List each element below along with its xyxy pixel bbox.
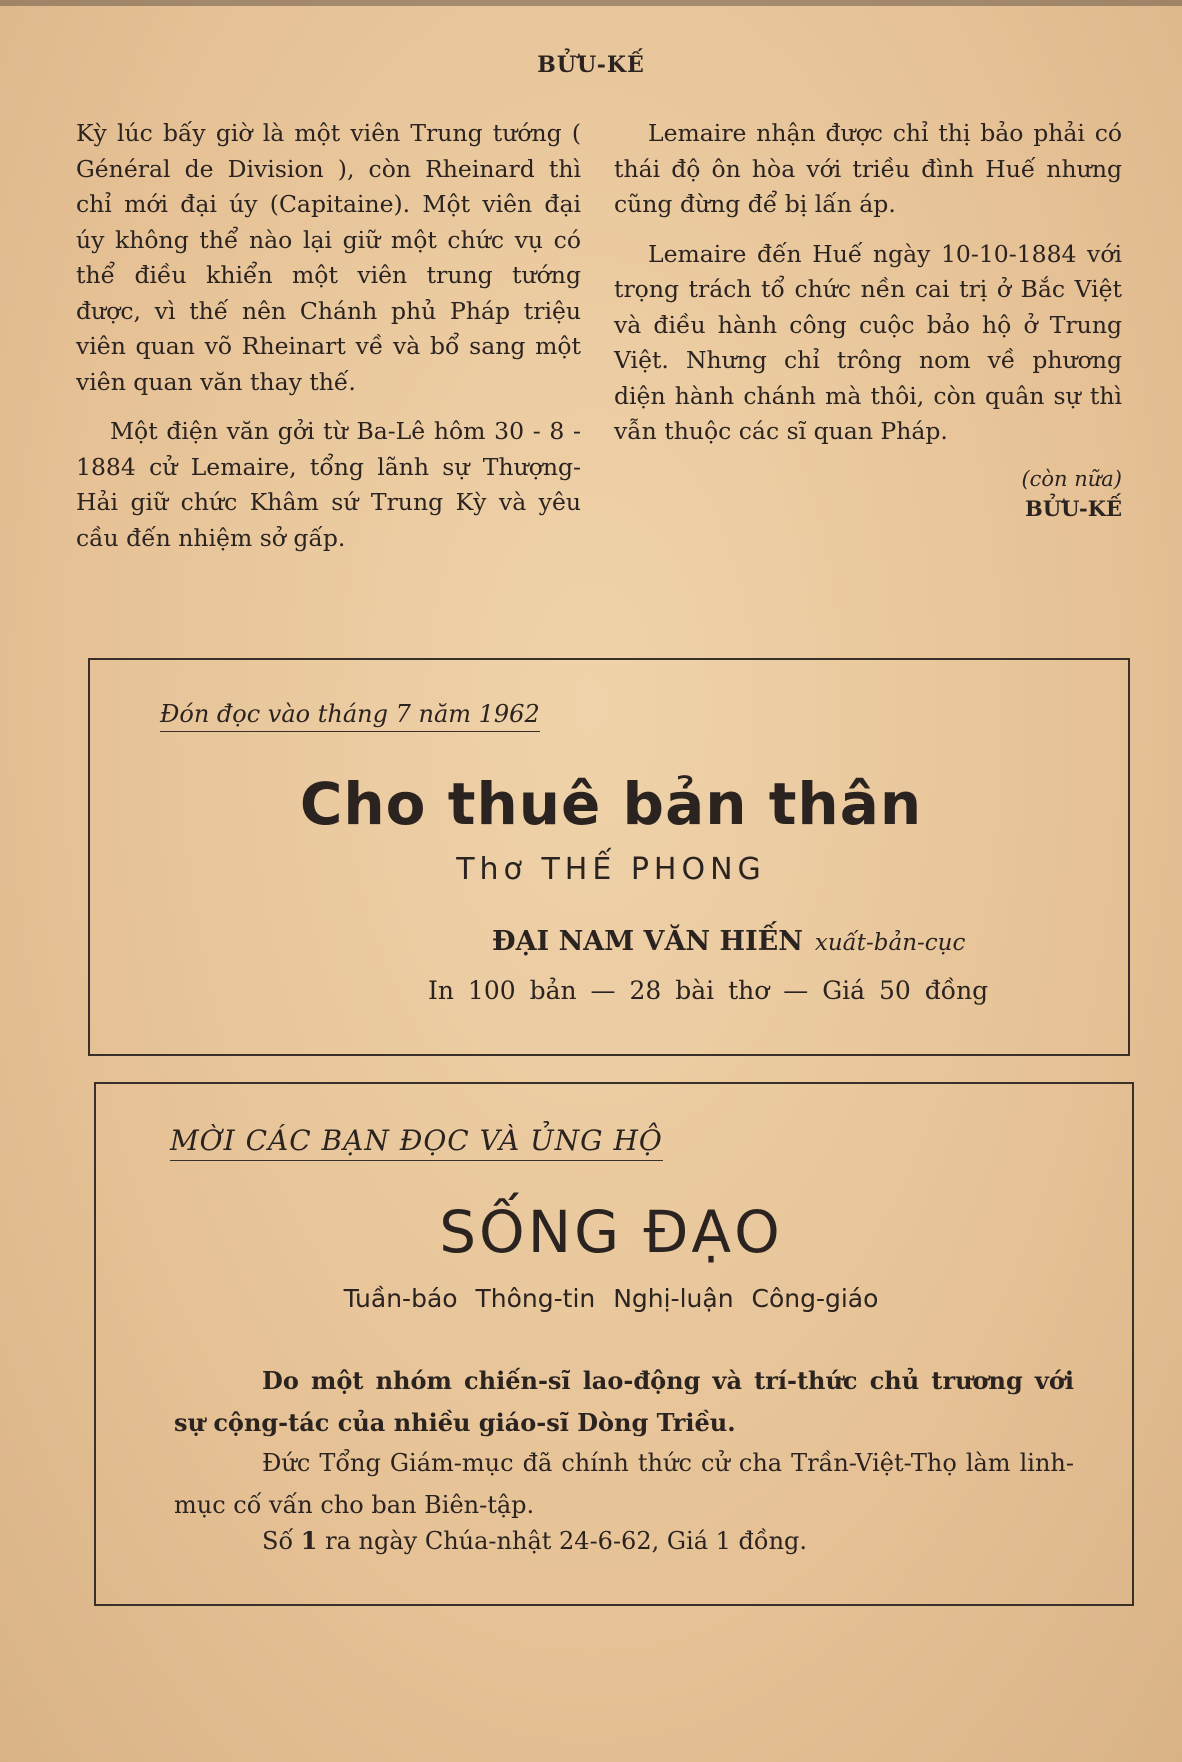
publisher-tail: xuất-bản-cục	[814, 930, 966, 956]
article-right-column	[614, 116, 1122, 524]
article-paragraph: Kỳ lúc bấy giờ là một viên Trung tướng ( Général de Division ), còn Rheinard thì chỉ mới đại úy (Capitaine). Một viên đại úy không thể nào lại giữ một chức vụ có thể điều khiển một viên trung tướng được, vì thế nên Chánh phủ Pháp triệu viên quan võ Rheinart về và bổ sang một viên quan văn thay thế.	[76, 119, 581, 396]
book-ad-lead: Đón đọc vào tháng 7 năm 1962	[160, 700, 540, 732]
issue-prefix: Số	[262, 1527, 294, 1555]
issue-number: 1	[300, 1526, 318, 1555]
book-ad-subtitle: Thơ THẾ PHONG	[456, 852, 766, 887]
newspaper-ad-title: SỐNG ĐẠO	[439, 1198, 783, 1266]
article-paragraph: Một điện văn gởi từ Ba-Lê hôm 30 - 8 - 1884 cử Lemaire, tổng lãnh sự Thượng-Hải giữ chức Khâm sứ Trung Kỳ và yêu cầu đến nhiệm sở gấp.	[76, 417, 581, 552]
continued-note: (còn nữa)	[1021, 466, 1122, 491]
running-head: BỬU-KẾ	[537, 52, 645, 78]
newspaper-ad-lead: MỜI CÁC BẠN ĐỌC VÀ ỦNG HỘ	[170, 1124, 663, 1161]
newspaper-ad-paragraph: Đức Tổng Giám-mục đã chính thức cử cha Trần-Việt-Thọ làm linh-mục cố vấn cho ban Biên-tập.	[174, 1449, 1074, 1519]
book-ad-title: Cho thuê bản thân	[299, 770, 923, 838]
issue-details: ra ngày Chúa-nhật 24-6-62, Giá 1 đồng.	[325, 1527, 808, 1555]
article-paragraph: Lemaire đến Huế ngày 10-10-1884 với trọng trách tổ chức nền cai trị ở Bắc Việt và điều hành công cuộc bảo hộ ở Trung Việt. Nhưng chỉ trông nom về phương diện hành chánh mà thôi, còn quân sự thì vẫn thuộc các sĩ quan Pháp.	[614, 239, 1122, 445]
publisher-name: ĐẠI NAM VĂN HIẾN	[492, 926, 803, 957]
article-paragraph: Lemaire nhận được chỉ thị bảo phải có thái độ ôn hòa với triều đình Huế nhưng cũng đừng để bị lấn áp.	[614, 119, 1122, 218]
newspaper-ad-paragraph: Do một nhóm chiến-sĩ lao-động và trí-thức chủ trương với sự cộng-tác của nhiều giáo-sĩ Dòng Triều.	[174, 1366, 1074, 1437]
article-left-column	[76, 116, 581, 570]
newspaper-ad-tagline: Tuần-báo Thông-tin Nghị-luận Công-giáo	[343, 1284, 879, 1313]
author-signature: BỬU-KẾ	[1025, 495, 1122, 521]
page-top-edge	[0, 0, 1182, 6]
book-ad-publisher	[492, 926, 965, 957]
newspaper-ad-issue-line	[262, 1526, 807, 1555]
book-ad-info: In 100 bản — 28 bài thơ — Giá 50 đồng	[428, 976, 989, 1005]
